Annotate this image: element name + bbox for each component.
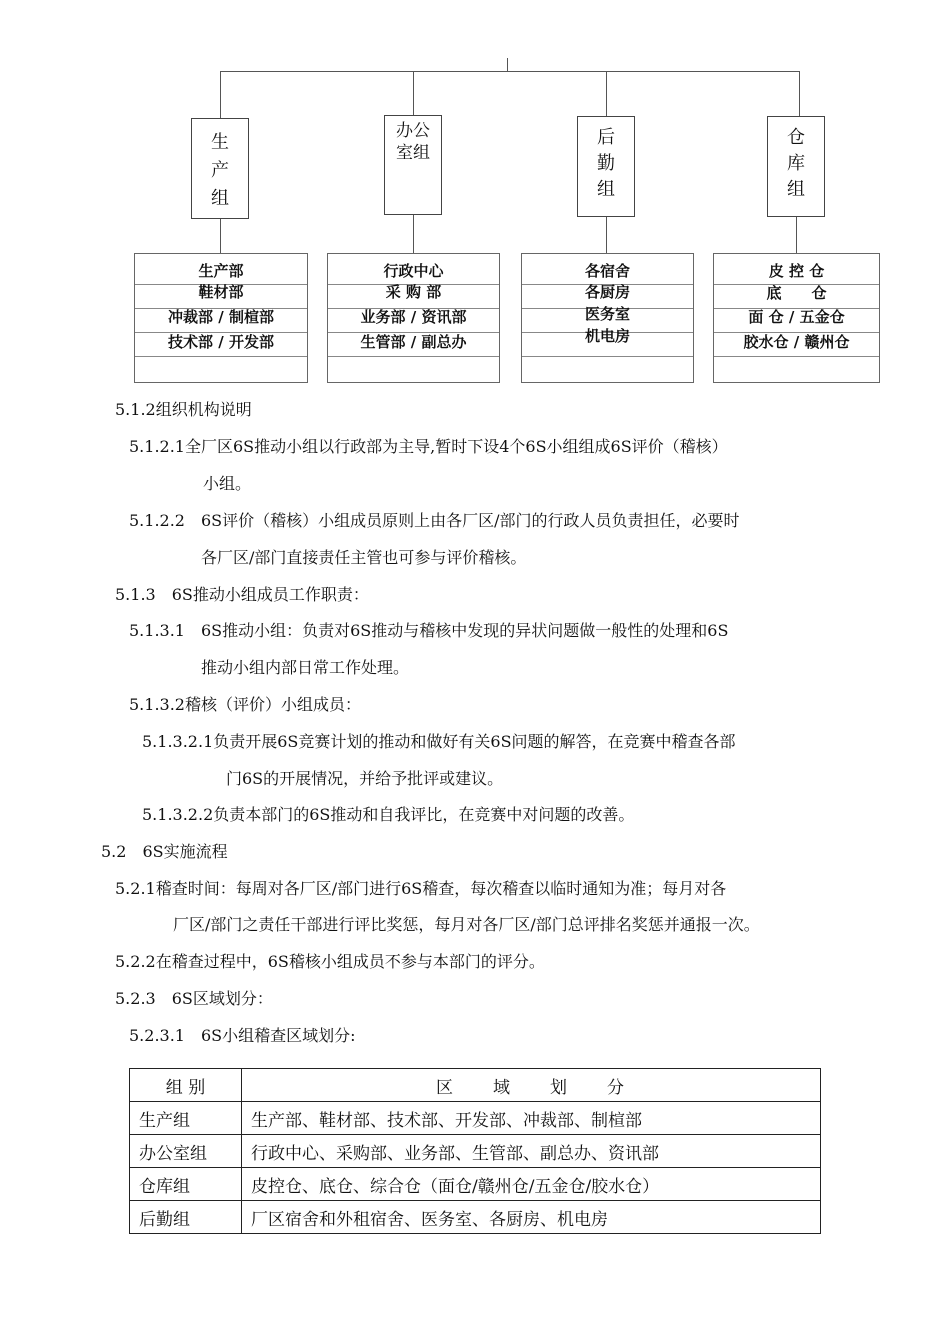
table-cell-zone: 生产部、鞋材部、技术部、开发部、冲裁部、制楦部 [242,1102,821,1135]
connector-top-stub [507,58,508,72]
dept-item: 胶水仓 / 赣州仓 [743,333,850,351]
dept-box-office [327,253,500,383]
dept-box-warehouse [713,253,880,383]
dept-box-logistics [521,253,694,383]
table-cell-zone: 厂区宿舍和外租宿舍、医务室、各厨房、机电房 [242,1201,821,1234]
group-label: 后勤组 [597,127,615,200]
dept-item: 冲裁部 / 制楦部 [168,308,274,326]
dept-item: 医务室 [584,305,630,323]
paragraph-continuation: 推动小组内部日常工作处理。 [201,658,410,677]
paragraph-continuation: 小组。 [203,474,252,493]
section-heading: 5.2 6S实施流程 [101,842,228,861]
dept-item: 皮 控 仓 [768,262,825,280]
table-cell-group: 仓库组 [130,1168,242,1201]
table-row [130,1135,821,1168]
section-heading: 5.1.3.2稽核（评价）小组成员： [129,695,361,714]
group-label: 办公室组 [396,121,430,163]
connector-lower-4 [796,217,797,254]
group-box-production [191,118,249,219]
dept-item: 业务部 / 资讯部 [360,308,467,326]
dept-item: 鞋材部 [198,283,244,301]
paragraph-continuation: 门6S的开展情况，并给予批评或建议。 [226,769,504,788]
connector-v1 [220,71,221,119]
section-heading: 5.1.2组织机构说明 [115,400,252,419]
dept-item: 底 仓 [766,284,827,302]
paragraph-continuation: 厂区/部门之责任干部进行评比奖惩，每月对各厂区/部门总评排名奖惩并通报一次。 [173,915,760,934]
table-header-cell: 组 别 [130,1069,242,1102]
section-heading: 5.2.3.1 6S小组稽查区域划分: [129,1026,356,1045]
dept-box-production [134,253,308,383]
dept-item: 生产部 [198,262,244,280]
section-heading: 5.2.3 6S区域划分： [115,989,273,1008]
paragraph: 5.1.3.2.2负责本部门的6S推动和自我评比，在竞赛中对问题的改善。 [142,805,635,824]
connector-horizontal [220,71,799,72]
group-box-office [384,115,442,215]
table-cell-group: 后勤组 [130,1201,242,1234]
connector-lower-1 [220,219,221,254]
table-cell-group: 办公室组 [130,1135,242,1168]
dept-item: 各厨房 [584,283,630,301]
dept-item: 面 仓 / 五金仓 [748,308,845,326]
paragraph: 5.1.3.2.1负责开展6S竞赛计划的推动和做好有关6S问题的解答，在竞赛中稽查各部 [142,732,736,751]
zone-table [129,1068,821,1234]
paragraph: 5.1.2.2 6S评价（稽核）小组成员原则上由各厂区/部门的行政人员负责担任，必要时 [129,511,740,530]
group-label: 仓库组 [787,127,805,200]
dept-item: 各宿舍 [584,262,630,280]
dept-item: 机电房 [584,327,630,345]
table-cell-zone: 行政中心、采购部、业务部、生管部、副总办、资讯部 [242,1135,821,1168]
table-cell-zone: 皮控仓、底仓、综合仓（面仓/赣州仓/五金仓/胶水仓） [242,1168,821,1201]
connector-v4 [799,71,800,117]
connector-lower-2 [413,215,414,254]
dept-item: 技术部 / 开发部 [168,333,274,351]
table-row [130,1102,821,1135]
paragraph: 5.2.1稽查时间：每周对各厂区/部门进行6S稽查，每次稽查以临时通知为准；每月对各 [115,879,727,898]
table-header-cell: 区 域 划 分 [242,1069,821,1102]
group-box-logistics [577,116,635,217]
dept-item: 行政中心 [383,262,444,280]
connector-v2 [413,71,414,116]
group-box-warehouse [767,116,825,217]
paragraph: 5.2.2在稽查过程中，6S稽核小组成员不参与本部门的评分。 [115,952,545,971]
table-row [130,1168,821,1201]
paragraph: 5.1.3.1 6S推动小组：负责对6S推动与稽核中发现的异状问题做一般性的处理和6S [129,621,729,640]
dept-item: 采 购 部 [385,283,442,301]
connector-v3 [606,71,607,117]
table-cell-group: 生产组 [130,1102,242,1135]
paragraph: 5.1.2.1全厂区6S推动小组以行政部为主导,暂时下设4个6S小组组成6S评价（稽核） [129,437,728,456]
paragraph-continuation: 各厂区/部门直接责任主管也可参与评价稽核。 [201,548,527,567]
table-row [130,1201,821,1234]
group-label: 生产组 [211,132,229,209]
table-header-row [130,1069,821,1102]
connector-lower-3 [606,217,607,254]
dept-item: 生管部 / 副总办 [360,333,467,351]
section-heading: 5.1.3 6S推动小组成员工作职责： [115,585,369,604]
